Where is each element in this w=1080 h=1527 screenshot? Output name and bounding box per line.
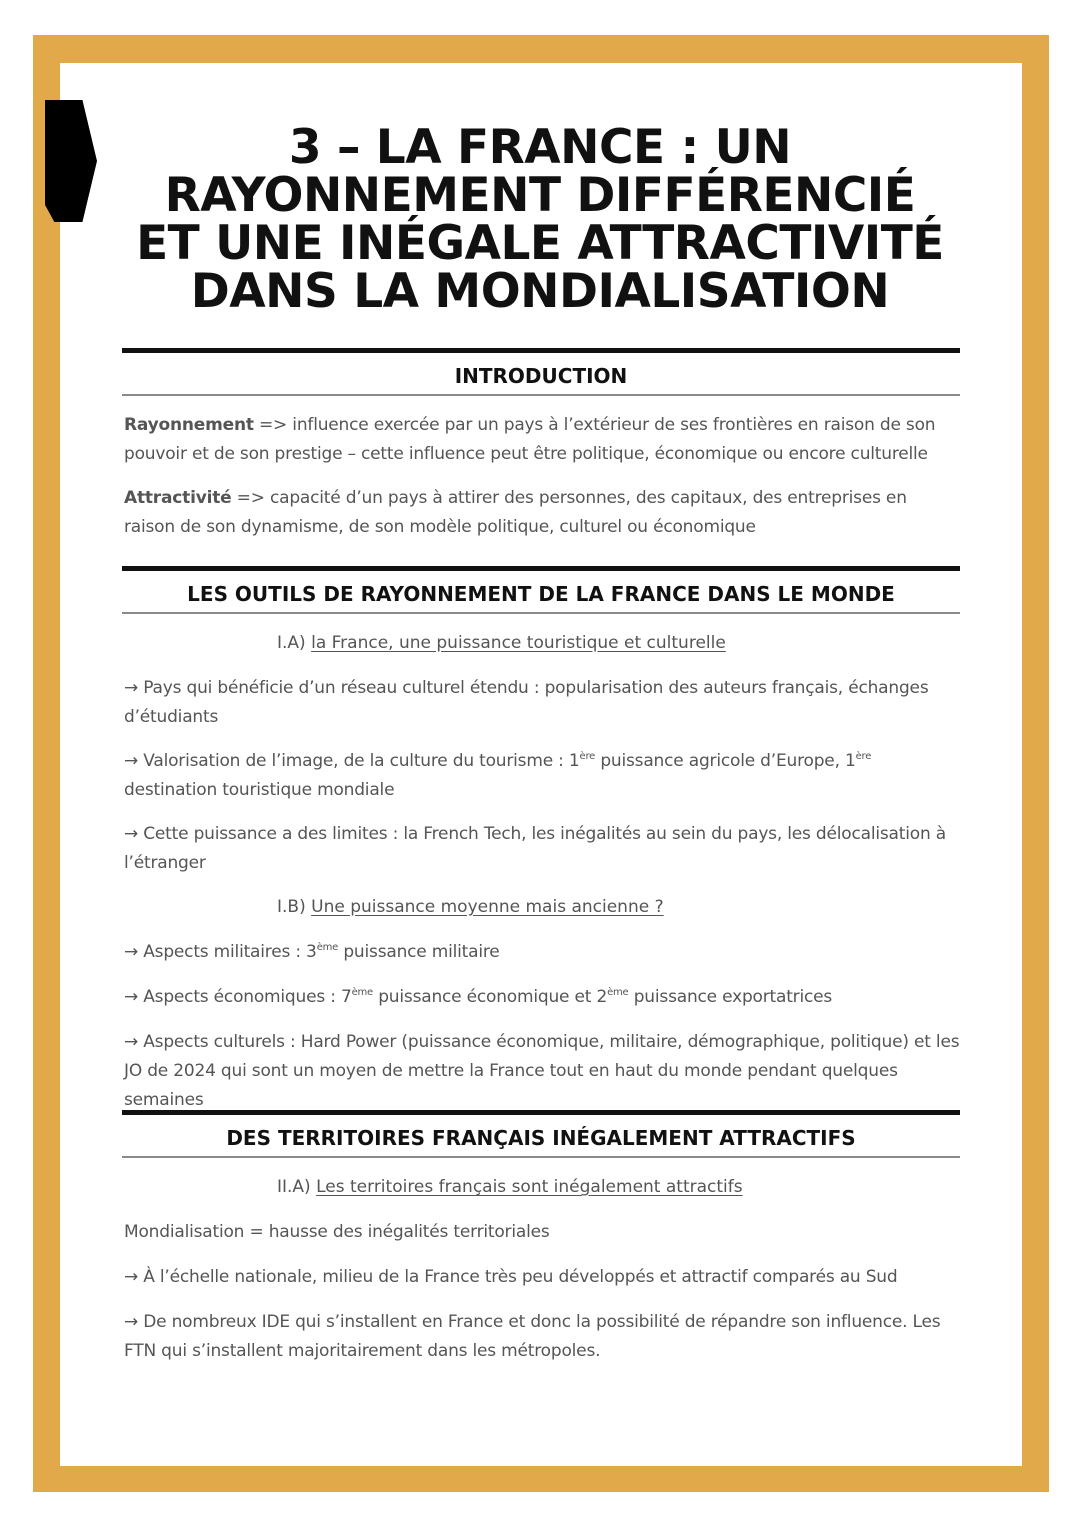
- bullet-text: puissance agricole d’Europe, 1: [595, 751, 856, 771]
- definition-rayonnement: [124, 411, 960, 469]
- subheading-IA: [277, 632, 726, 654]
- superscript: ère: [579, 751, 596, 762]
- bullet-valorisation-image: [124, 747, 960, 805]
- section-heading-introduction: INTRODUCTION: [122, 348, 960, 396]
- superscript: ère: [855, 751, 872, 762]
- title-line: RAYONNEMENT DIFFÉRENCIÉ: [164, 168, 916, 223]
- subheading-IIA: [277, 1176, 743, 1198]
- section-heading-territoires: DES TERRITOIRES FRANÇAIS INÉGALEMENT ATTRACTIFS: [122, 1110, 960, 1158]
- subheading-number: I.B): [277, 897, 312, 917]
- definition-attractivite: [124, 484, 960, 542]
- bullet-aspects-economiques: [124, 983, 960, 1012]
- subheading-IB: [277, 896, 664, 918]
- subheading-number: II.A): [277, 1177, 317, 1197]
- subheading-number: I.A): [277, 633, 312, 653]
- bullet-text: → Aspects économiques : 7: [124, 987, 352, 1007]
- paragraph-mondialisation: Mondialisation = hausse des inégalités territoriales: [124, 1222, 550, 1242]
- bullet-limites: → Cette puissance a des limites : la French Tech, les inégalités au sein du pays, les délocalisation à l’étranger: [124, 824, 946, 873]
- superscript: ème: [351, 987, 374, 998]
- definition-term: Rayonnement: [124, 415, 254, 435]
- section-heading-outils-rayonnement: LES OUTILS DE RAYONNEMENT DE LA FRANCE DANS LE MONDE: [122, 566, 960, 614]
- subheading-title: Les territoires français sont inégalement attractifs: [316, 1177, 743, 1197]
- superscript: ème: [607, 987, 629, 998]
- superscript: ème: [316, 942, 339, 953]
- bullet-text: → Valorisation de l’image, de la culture du tourisme : 1: [124, 751, 580, 771]
- bullet-reseau-culturel: → Pays qui bénéficie d’un réseau culturel étendu : popularisation des auteurs français, échanges d’étudiants: [124, 678, 929, 727]
- bullet-text: puissance exportatrices: [628, 987, 833, 1007]
- definition-term: Attractivité: [124, 488, 232, 508]
- bullet-text: → Aspects militaires : 3: [124, 942, 317, 962]
- bullet-echelle-nationale: → À l’échelle nationale, milieu de la France très peu développés et attractif comparés au Sud: [124, 1267, 898, 1287]
- bullet-text: puissance militaire: [338, 942, 500, 962]
- page-title: [120, 120, 960, 319]
- bullet-text: destination touristique mondiale: [124, 780, 395, 800]
- title-line: DANS LA MONDIALISATION: [190, 264, 890, 319]
- title-line: ET UNE INÉGALE ATTRACTIVITÉ: [136, 216, 944, 271]
- bullet-text: puissance économique et 2: [373, 987, 608, 1007]
- subheading-title: Une puissance moyenne mais ancienne ?: [311, 897, 664, 917]
- definition-text: => capacité d’un pays à attirer des personnes, des capitaux, des entreprises en raison de son dynamisme, de son modèle politique, culturel ou économique: [124, 488, 907, 537]
- bullet-ide-ftn: → De nombreux IDE qui s’installent en France et donc la possibilité de répandre son influence. Les FTN qui s’installent majoritairement dans les métropoles.: [124, 1312, 941, 1361]
- bullet-aspects-culturels: → Aspects culturels : Hard Power (puissance économique, militaire, démographique, politique) et les JO de 2024 qui sont un moyen de mettre la France tout en haut du monde pendant quelques semaines: [124, 1032, 960, 1110]
- bullet-aspects-militaires: [124, 938, 960, 967]
- definition-text: => influence exercée par un pays à l’extérieur de ses frontières en raison de son pouvoir et de son prestige – cette influence peut être politique, économique ou encore culturelle: [124, 415, 936, 464]
- subheading-title: la France, une puissance touristique et culturelle: [311, 633, 726, 653]
- title-line: 3 – LA FRANCE : UN: [288, 120, 792, 175]
